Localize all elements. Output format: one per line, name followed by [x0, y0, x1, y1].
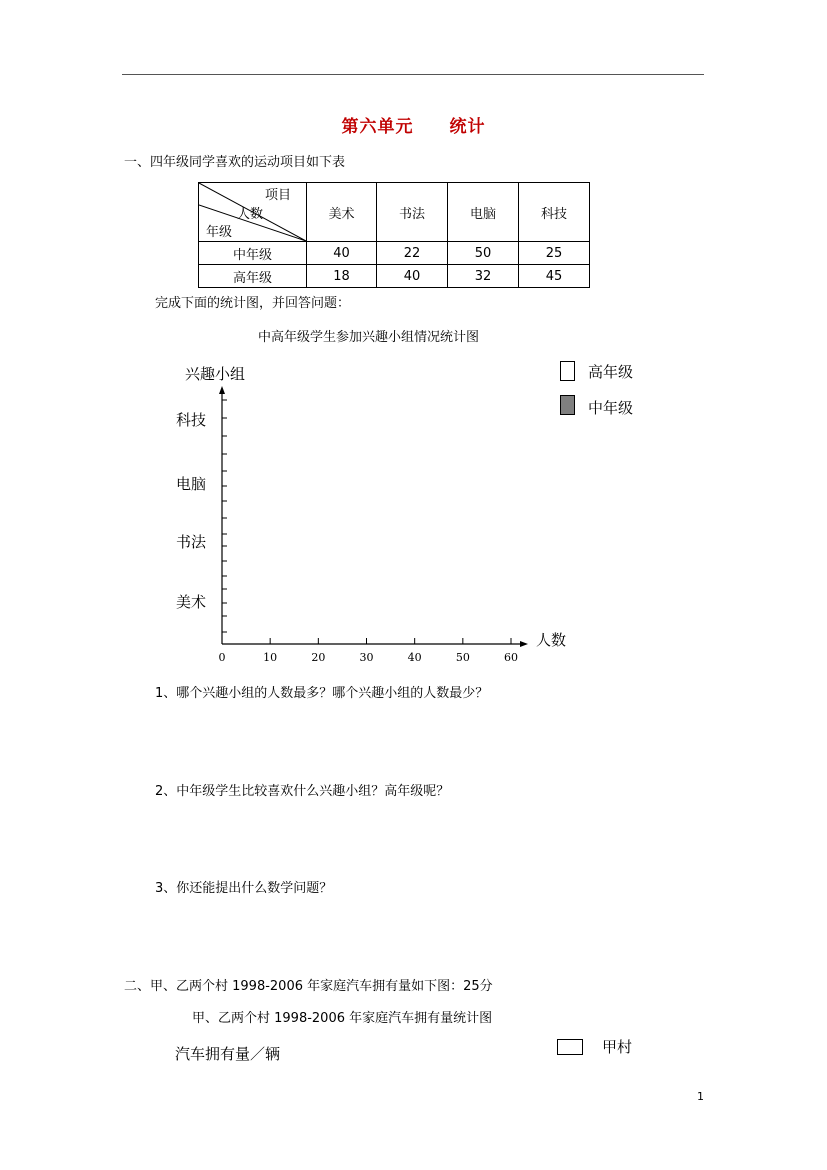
- legend-item-jia: [557, 1039, 583, 1055]
- chart1-plot: [200, 380, 540, 670]
- page-number: 1: [697, 1090, 704, 1103]
- legend-swatch-white: [557, 1039, 583, 1055]
- sports-table: [198, 182, 590, 288]
- x-tick-label: 10: [263, 651, 278, 664]
- table-header-cell: 美术: [307, 183, 377, 242]
- table-header-cell: 科技: [519, 183, 590, 242]
- y-axis-arrow: [219, 386, 225, 394]
- table-cell: 40: [377, 265, 448, 288]
- table-header-cell: 电脑: [448, 183, 519, 242]
- table-cell: 18: [307, 265, 377, 288]
- legend-item-mid: [560, 395, 575, 415]
- chart1-title: 中高年级学生参加兴趣小组情况统计图: [258, 330, 480, 345]
- legend-label-mid: 中年级: [588, 399, 634, 417]
- table-cell: 22: [377, 242, 448, 265]
- legend-label-jia: 甲村: [602, 1038, 633, 1056]
- chart1-x-axis-label: 人数: [536, 631, 567, 649]
- legend-label-high: 高年级: [588, 363, 634, 381]
- question-2: 2、中年级学生比较喜欢什么兴趣小组？高年级呢？: [155, 784, 450, 799]
- table-cell: 50: [448, 242, 519, 265]
- header-rule: [122, 74, 704, 75]
- x-tick-label: 50: [455, 651, 470, 664]
- row-label: 中年级: [199, 242, 307, 265]
- table-row: [199, 265, 590, 288]
- legend-swatch-gray: [560, 395, 575, 415]
- legend-swatch-white: [560, 361, 575, 381]
- table-corner-cell: [199, 183, 307, 242]
- chart1-category-label: 书法: [176, 533, 207, 551]
- table-header-cell: 书法: [377, 183, 448, 242]
- x-tick-label: 40: [407, 651, 422, 664]
- instruction-text: 完成下面的统计图，并回答问题：: [155, 296, 351, 311]
- corner-label-item: 项目: [265, 188, 292, 203]
- page-title: 第六单元 统计: [341, 117, 486, 137]
- chart2-title: 甲、乙两个村 1998-2006 年家庭汽车拥有量统计图: [192, 1011, 493, 1026]
- chart1-y-axis-label: 兴趣小组: [185, 365, 246, 383]
- table-cell: 40: [307, 242, 377, 265]
- chart1-category-label: 科技: [176, 411, 207, 429]
- question-3: 3、你还能提出什么数学问题？: [155, 881, 333, 896]
- table-row: [199, 242, 590, 265]
- row-label: 高年级: [199, 265, 307, 288]
- corner-label-grade: 年级: [206, 225, 233, 240]
- legend-item-high: [560, 361, 575, 381]
- x-tick-label: 20: [311, 651, 326, 664]
- chart1-category-label: 电脑: [176, 475, 207, 493]
- table-cell: 32: [448, 265, 519, 288]
- section1-heading: 一、四年级同学喜欢的运动项目如下表: [124, 155, 346, 170]
- question-1: 1、哪个兴趣小组的人数最多？哪个兴趣小组的人数最少？: [155, 686, 489, 701]
- chart1-category-label: 美术: [176, 593, 207, 611]
- section2-heading: 二、甲、乙两个村 1998-2006 年家庭汽车拥有量如下图：25分: [124, 979, 493, 994]
- table-cell: 45: [519, 265, 590, 288]
- chart2-y-axis-label: 汽车拥有量／辆: [175, 1045, 281, 1063]
- x-tick-label: 0: [218, 651, 226, 664]
- x-axis-arrow: [520, 641, 528, 647]
- corner-label-count: 人数: [237, 207, 264, 222]
- x-tick-label: 60: [504, 651, 518, 664]
- x-tick-label: 30: [359, 651, 374, 664]
- table-cell: 25: [519, 242, 590, 265]
